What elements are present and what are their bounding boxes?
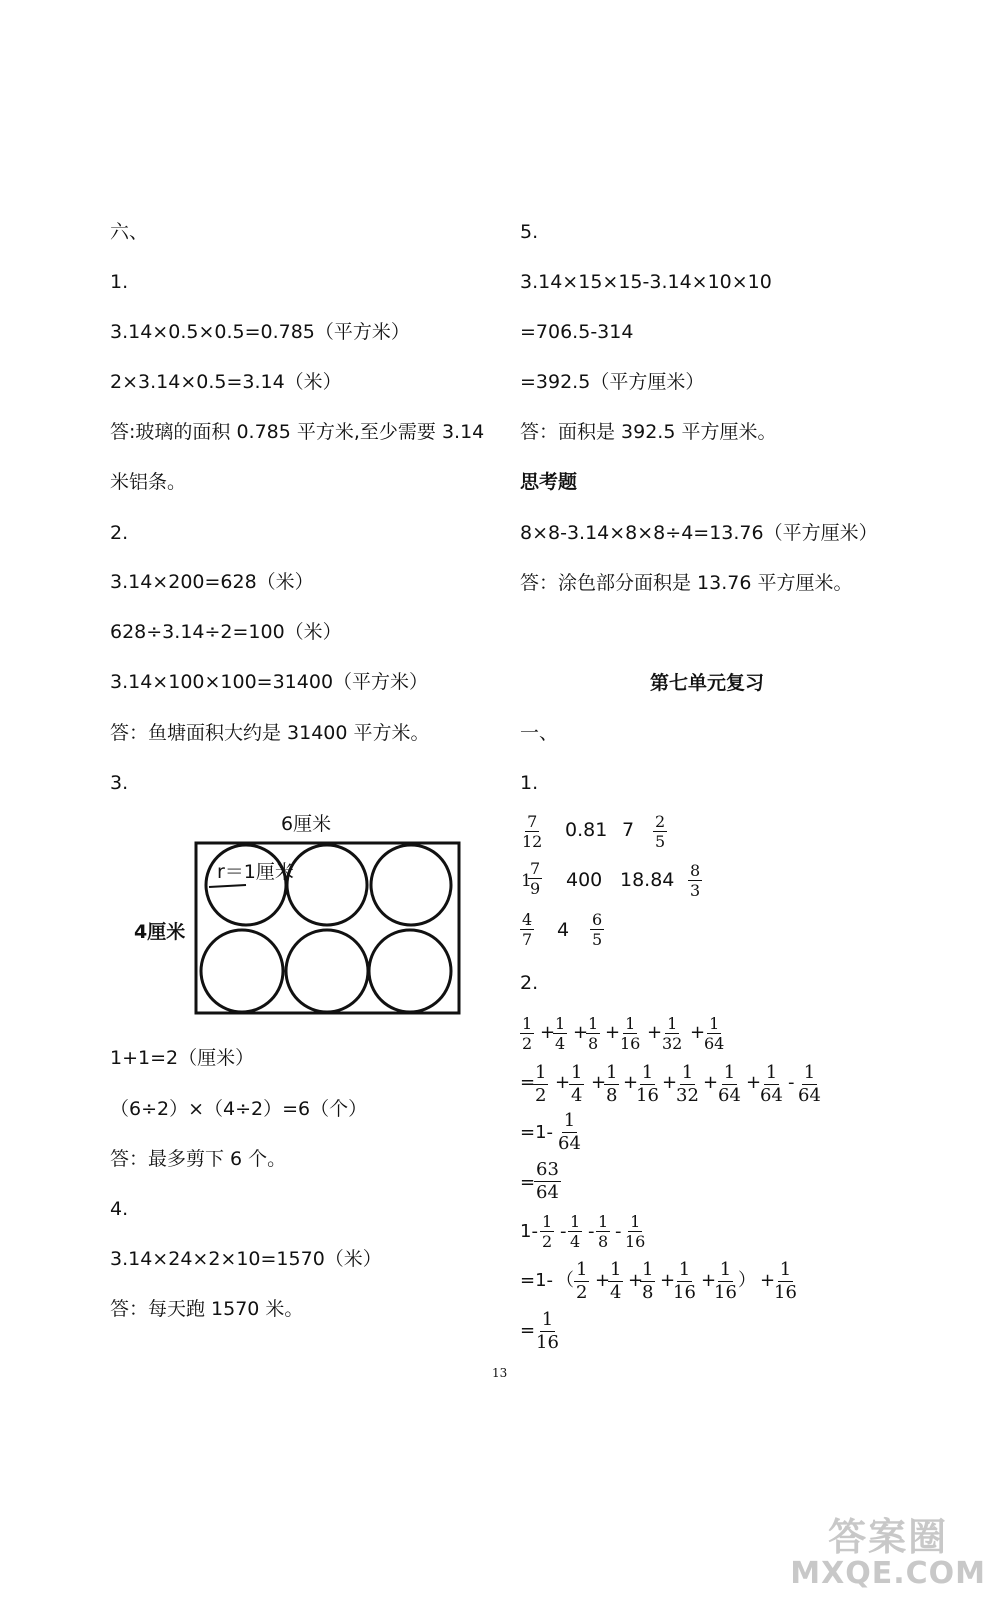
watermark-logo xyxy=(790,1516,986,1590)
plus-sign: + xyxy=(660,1270,676,1291)
plus-sign: + xyxy=(662,1072,678,1093)
plus-sign: + xyxy=(555,1072,571,1093)
plus-sign: + xyxy=(746,1072,762,1093)
q3-line1: 1+1=2（厘米） xyxy=(110,1047,255,1069)
plus-sign: + xyxy=(540,1022,556,1043)
watermark-line2: MXQE.COM xyxy=(790,1556,986,1591)
q5-label: 5. xyxy=(520,221,539,243)
fraction: $\frac{1}{64}$ xyxy=(558,1110,581,1154)
fraction: $\frac{1}{32}$ xyxy=(662,1014,683,1053)
plus-sign: + xyxy=(703,1072,719,1093)
fraction: $\frac{1}{8}$ xyxy=(606,1062,618,1106)
q2-answer: 答：鱼塘面积大约是 31400 平方米。 xyxy=(110,722,430,744)
fraction: $\frac{1}{64}$ xyxy=(798,1062,821,1106)
fraction: $\frac{7}{9}$ xyxy=(530,859,541,898)
fraction: $\frac{1}{4}$ xyxy=(555,1014,566,1053)
circle-3 xyxy=(371,845,451,925)
fraction: $\frac{1}{64}$ xyxy=(718,1062,741,1106)
q2-label: 2. xyxy=(110,522,129,544)
fraction: $\frac{1}{8}$ xyxy=(598,1212,609,1251)
fraction: $\frac{1}{8}$ xyxy=(588,1014,599,1053)
fraction: $\frac{1}{64}$ xyxy=(760,1062,783,1106)
equals-sign: = xyxy=(520,1172,536,1193)
fraction: $\frac{1}{2}$ xyxy=(522,1014,533,1053)
fraction: $\frac{8}{3}$ xyxy=(690,861,701,900)
equals-sign: = xyxy=(520,1072,536,1093)
think-answer: 答：涂色部分面积是 13.76 平方厘米。 xyxy=(520,572,853,594)
plus-sign: + xyxy=(690,1022,706,1043)
fraction: $\frac{1}{16}$ xyxy=(714,1259,737,1303)
q5-line1: 3.14×15×15-3.14×10×10 xyxy=(520,271,772,293)
radius-label: r＝1厘米 xyxy=(217,861,294,883)
q3-line2: （6÷2）×（4÷2）=6（个） xyxy=(110,1098,368,1120)
think-title: 思考题 xyxy=(520,471,578,493)
q3-label: 3. xyxy=(110,772,129,794)
fraction: $\frac{1}{16}$ xyxy=(620,1014,641,1053)
fraction: $\frac{1}{4}$ xyxy=(571,1062,583,1106)
q1-answer: 答:玻璃的面积 0.785 平方米,至少需要 3.14 xyxy=(110,421,485,443)
equals-sign: = xyxy=(520,1320,536,1341)
p1-label: 1. xyxy=(520,772,539,794)
plus-sign: + xyxy=(573,1022,589,1043)
plus-sign: + xyxy=(623,1072,639,1093)
q1-line2: 2×3.14×0.5=3.14（米） xyxy=(110,371,342,393)
q5-line2: =706.5-314 xyxy=(520,321,634,343)
circle-6 xyxy=(369,930,451,1012)
circle-4 xyxy=(201,930,283,1012)
minus-sign: - xyxy=(588,1221,595,1242)
equals-one-minus: =1- xyxy=(520,1122,554,1143)
fraction: $\frac{1}{4}$ xyxy=(610,1259,622,1303)
left-paren: （ xyxy=(556,1270,574,1291)
circle-2 xyxy=(287,845,367,925)
equals-one-minus: =1- xyxy=(520,1270,554,1291)
q2-line2: 628÷3.14÷2=100（米） xyxy=(110,621,342,643)
watermark-line1: 答案圈 xyxy=(828,1515,949,1559)
answer-value: 7 xyxy=(622,819,635,841)
q5-line3: =392.5（平方厘米） xyxy=(520,371,705,393)
fraction: $\frac{1}{2}$ xyxy=(542,1212,553,1251)
fraction: $\frac{1}{2}$ xyxy=(535,1062,547,1106)
minus-sign: - xyxy=(788,1072,795,1093)
page-number: 13 xyxy=(492,1366,508,1380)
plus-sign: + xyxy=(591,1072,607,1093)
q2-line1: 3.14×200=628（米） xyxy=(110,571,314,593)
fraction: $\frac{6}{5}$ xyxy=(592,910,603,949)
fraction: $\frac{2}{5}$ xyxy=(655,812,666,851)
think-line1: 8×8-3.14×8×8÷4=13.76（平方厘米） xyxy=(520,522,878,544)
answer-value: 0.81 xyxy=(565,819,608,841)
fraction: $\frac{1}{64}$ xyxy=(704,1014,725,1053)
section-heading-1: 一、 xyxy=(520,722,559,744)
plus-sign: + xyxy=(760,1270,776,1291)
plus-sign: + xyxy=(595,1270,611,1291)
q2-line3: 3.14×100×100=31400（平方米） xyxy=(110,671,429,693)
right-paren: ） xyxy=(738,1270,756,1291)
q3-answer: 答：最多剪下 6 个。 xyxy=(110,1148,287,1170)
unit-title: 第七单元复习 xyxy=(650,672,765,694)
fraction: $\frac{1}{16}$ xyxy=(673,1259,696,1303)
q4-label: 4. xyxy=(110,1198,129,1220)
section-heading-6: 六、 xyxy=(110,221,149,243)
fraction: $\frac{1}{16}$ xyxy=(536,1309,559,1353)
minus-sign: - xyxy=(615,1221,622,1242)
answer-value: 400 xyxy=(566,869,603,891)
fraction: $\frac{1}{16}$ xyxy=(774,1259,797,1303)
fraction: $\frac{1}{8}$ xyxy=(642,1259,654,1303)
answer-value: 18.84 xyxy=(620,869,675,891)
radius-line xyxy=(209,885,246,887)
q4-answer: 答：每天跑 1570 米。 xyxy=(110,1298,304,1320)
plus-sign: + xyxy=(647,1022,663,1043)
figure-height-label: 4厘米 xyxy=(134,921,186,943)
q4-line1: 3.14×24×2×10=1570（米） xyxy=(110,1248,382,1270)
p2-label: 2. xyxy=(520,972,539,994)
q1-line1: 3.14×0.5×0.5=0.785（平方米） xyxy=(110,321,410,343)
fraction: $\frac{1}{4}$ xyxy=(570,1212,581,1251)
fraction: $\frac{1}{16}$ xyxy=(636,1062,659,1106)
fraction: $\frac{7}{12}$ xyxy=(522,812,543,851)
plus-sign: + xyxy=(628,1270,644,1291)
answer-value: 4 xyxy=(557,919,570,941)
q1-answer-cont: 米铝条。 xyxy=(110,471,187,493)
q5-answer: 答：面积是 392.5 平方厘米。 xyxy=(520,421,777,443)
fraction: $\frac{4}{7}$ xyxy=(522,910,533,949)
plus-sign: + xyxy=(701,1270,717,1291)
plus-sign: + xyxy=(605,1022,621,1043)
minus-sign: - xyxy=(560,1221,567,1242)
mixed-whole: 1 xyxy=(521,871,532,891)
fraction: $\frac{1}{2}$ xyxy=(576,1259,588,1303)
q1-label: 1. xyxy=(110,271,129,293)
circle-5 xyxy=(286,930,368,1012)
fraction: $\frac{63}{64}$ xyxy=(536,1159,559,1203)
one-minus: 1- xyxy=(520,1221,538,1242)
fraction: $\frac{1}{16}$ xyxy=(625,1212,646,1251)
fraction: $\frac{1}{32}$ xyxy=(676,1062,699,1106)
figure-width-label: 6厘米 xyxy=(281,813,332,835)
